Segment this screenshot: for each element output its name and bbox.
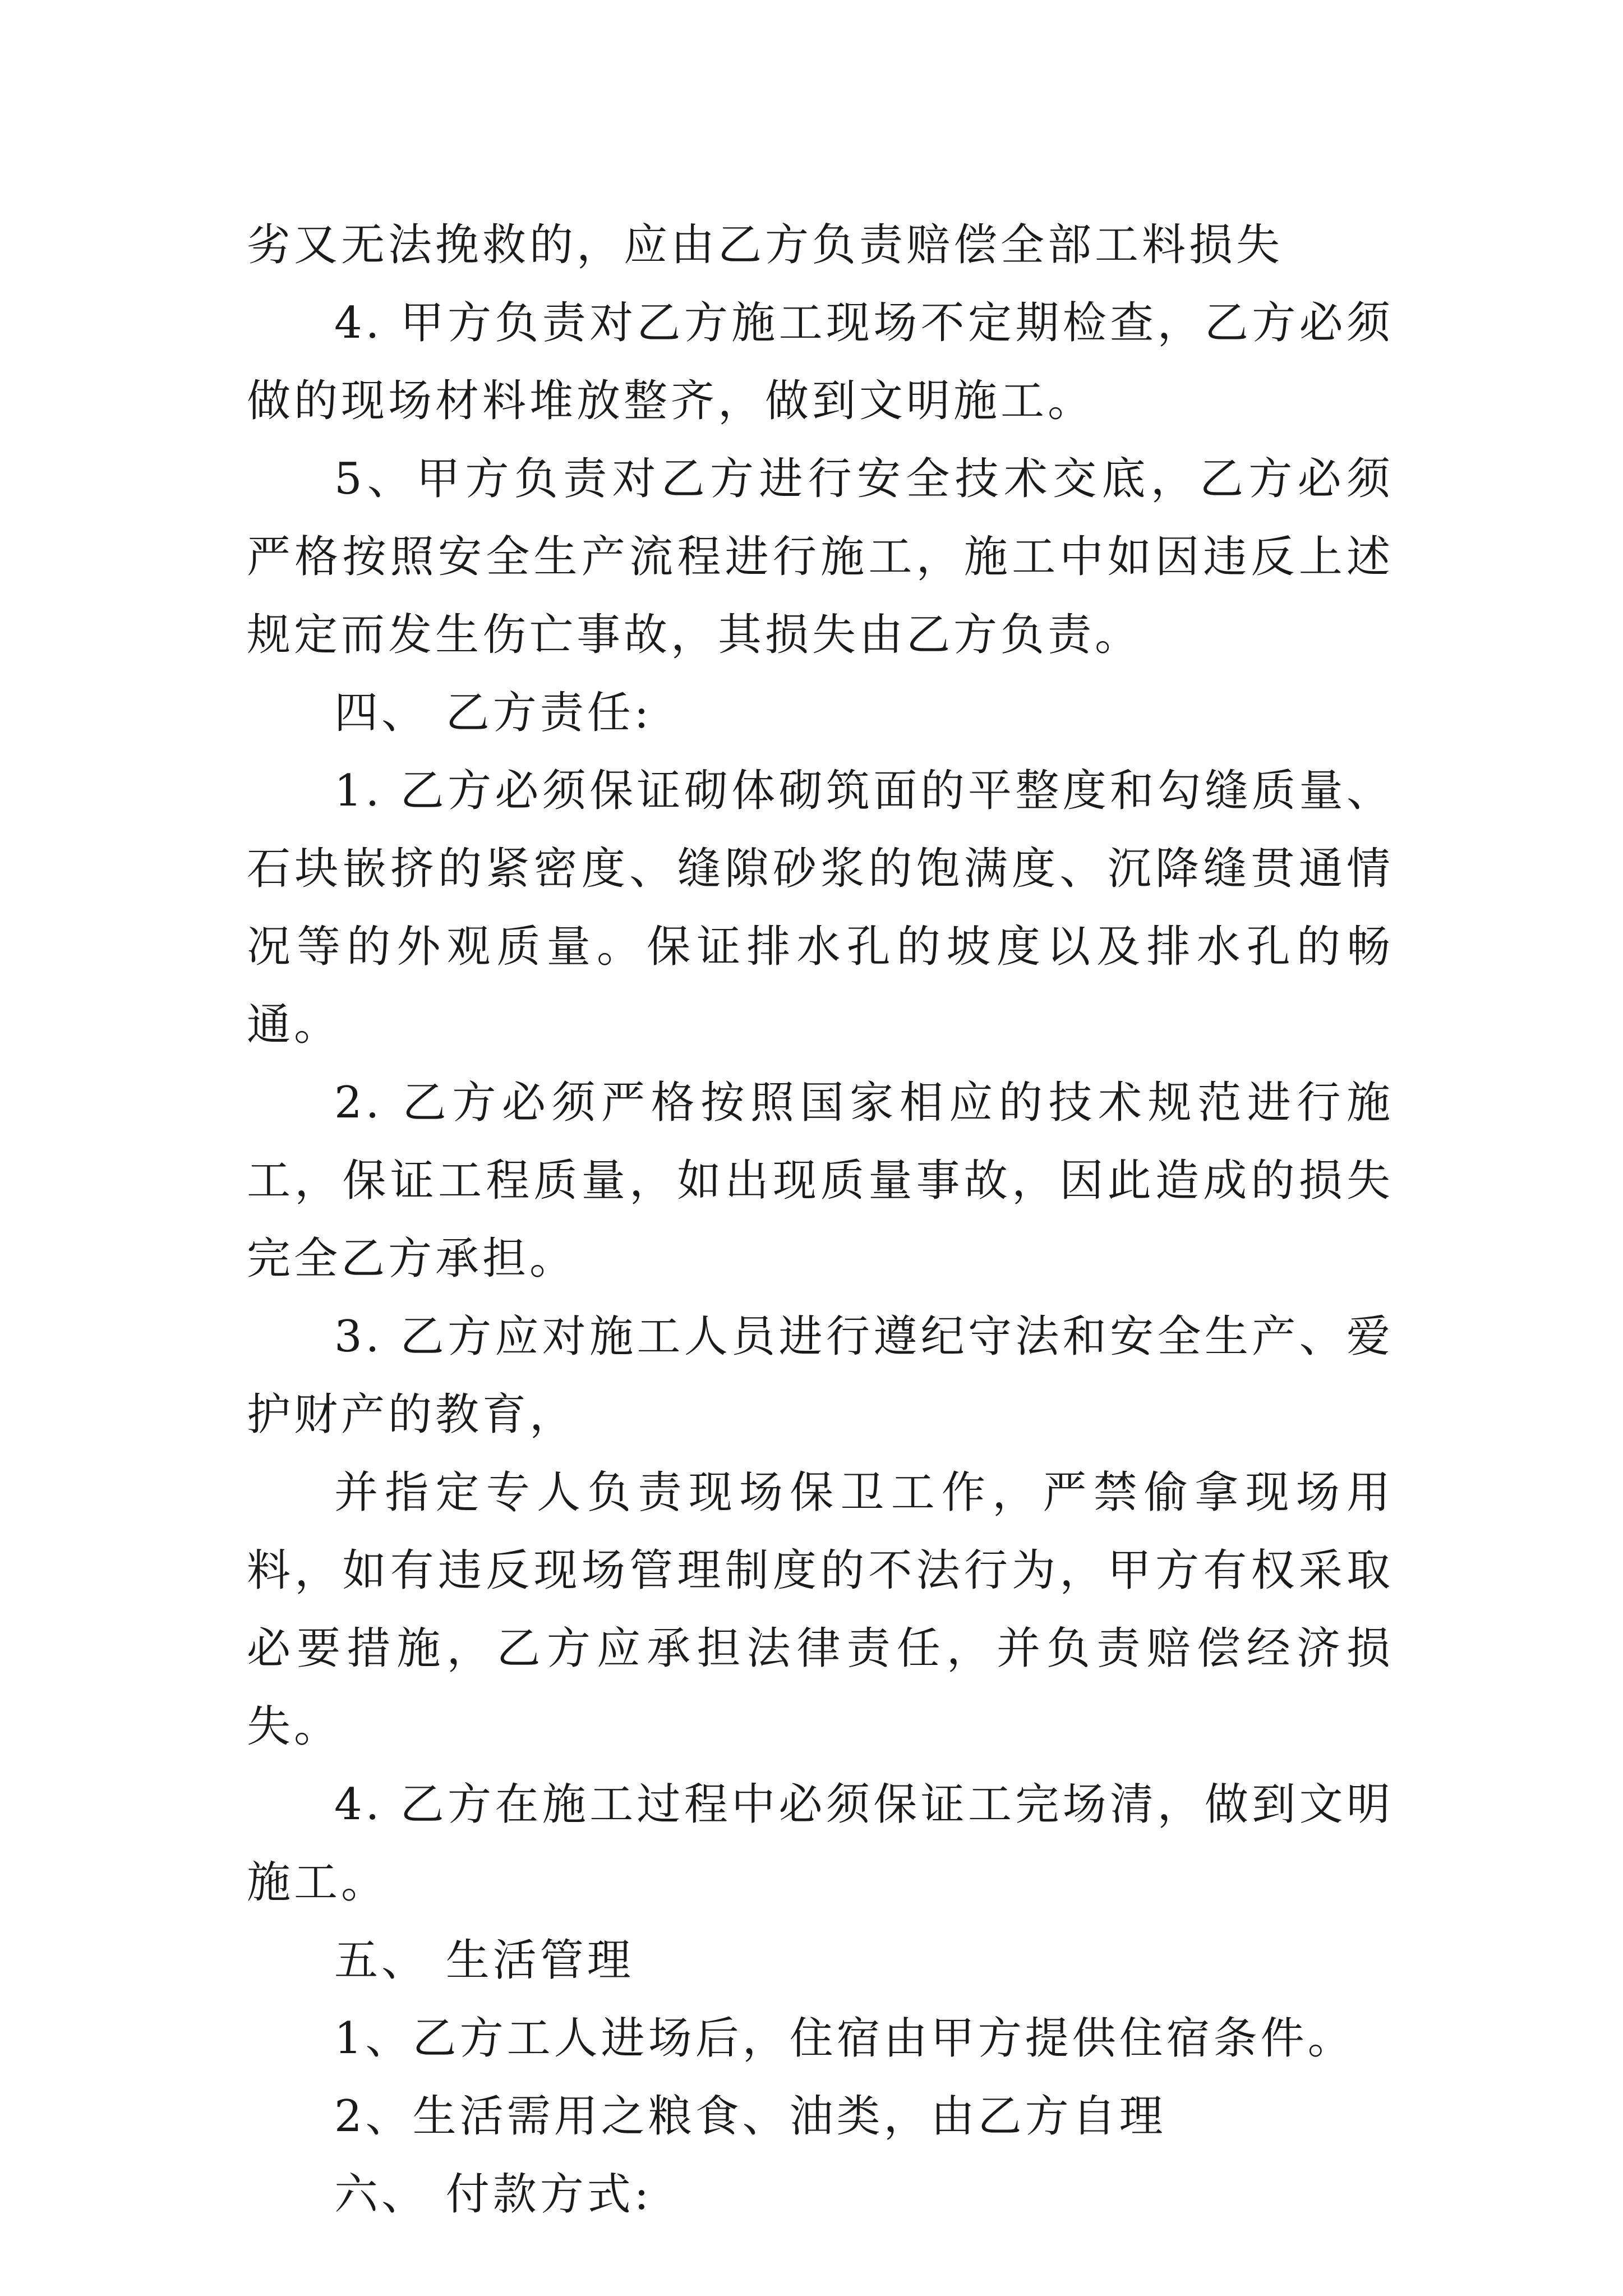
paragraph-food-supplies: 2、生活需用之粮食、油类，由乙方自理 (334, 2091, 1166, 2142)
paragraph-damage-liability: 劣又无法挽救的，应由乙方负责赔偿全部工料损失 (247, 220, 1284, 270)
paragraph-site-cleanliness: 4. 乙方在施工过程中必须保证工完场清，做到文明施工。 (247, 1779, 1394, 1908)
section-heading-living-management: 五、 生活管理 (334, 1935, 634, 1986)
paragraph-technical-standards: 2. 乙方必须严格按照国家相应的技术规范进行施工，保证工程质量，如出现质量事故，因此造成的损失完全乙方承担。 (247, 1078, 1394, 1284)
document-body (247, 206, 1394, 2234)
paragraph-masonry-quality: 1. 乙方必须保证砌体砌筑面的平整度和勾缝质量、石块嵌挤的紧密度、缝隙砂浆的饱满度、沉降缝贯通情况等的外观质量。保证排水孔的坡度以及排水孔的畅通。 (247, 766, 1394, 1050)
paragraph-site-inspection: 4. 甲方负责对乙方施工现场不定期检查，乙方必须做的现场材料堆放整齐，做到文明施工。 (247, 298, 1394, 426)
paragraph-accommodation: 1、乙方工人进场后，住宿由甲方提供住宿条件。 (334, 2013, 1355, 2064)
section-heading-payment-method: 六、 付款方式: (334, 2169, 653, 2220)
paragraph-worker-education: 3. 乙方应对施工人员进行遵纪守法和安全生产、爱护财产的教育， (247, 1312, 1394, 1440)
section-heading-party-b-duties: 四、 乙方责任: (334, 688, 653, 738)
paragraph-site-security: 并指定专人负责现场保卫工作，严禁偷拿现场用料，如有违反现场管理制度的不法行为，甲方有权采取必要措施，乙方应承担法律责任，并负责赔偿经济损失。 (247, 1467, 1394, 1752)
paragraph-safety-briefing: 5、甲方负责对乙方进行安全技术交底，乙方必须严格按照安全生产流程进行施工，施工中如因违反上述规定而发生伤亡事故，其损失由乙方负责。 (247, 454, 1394, 660)
